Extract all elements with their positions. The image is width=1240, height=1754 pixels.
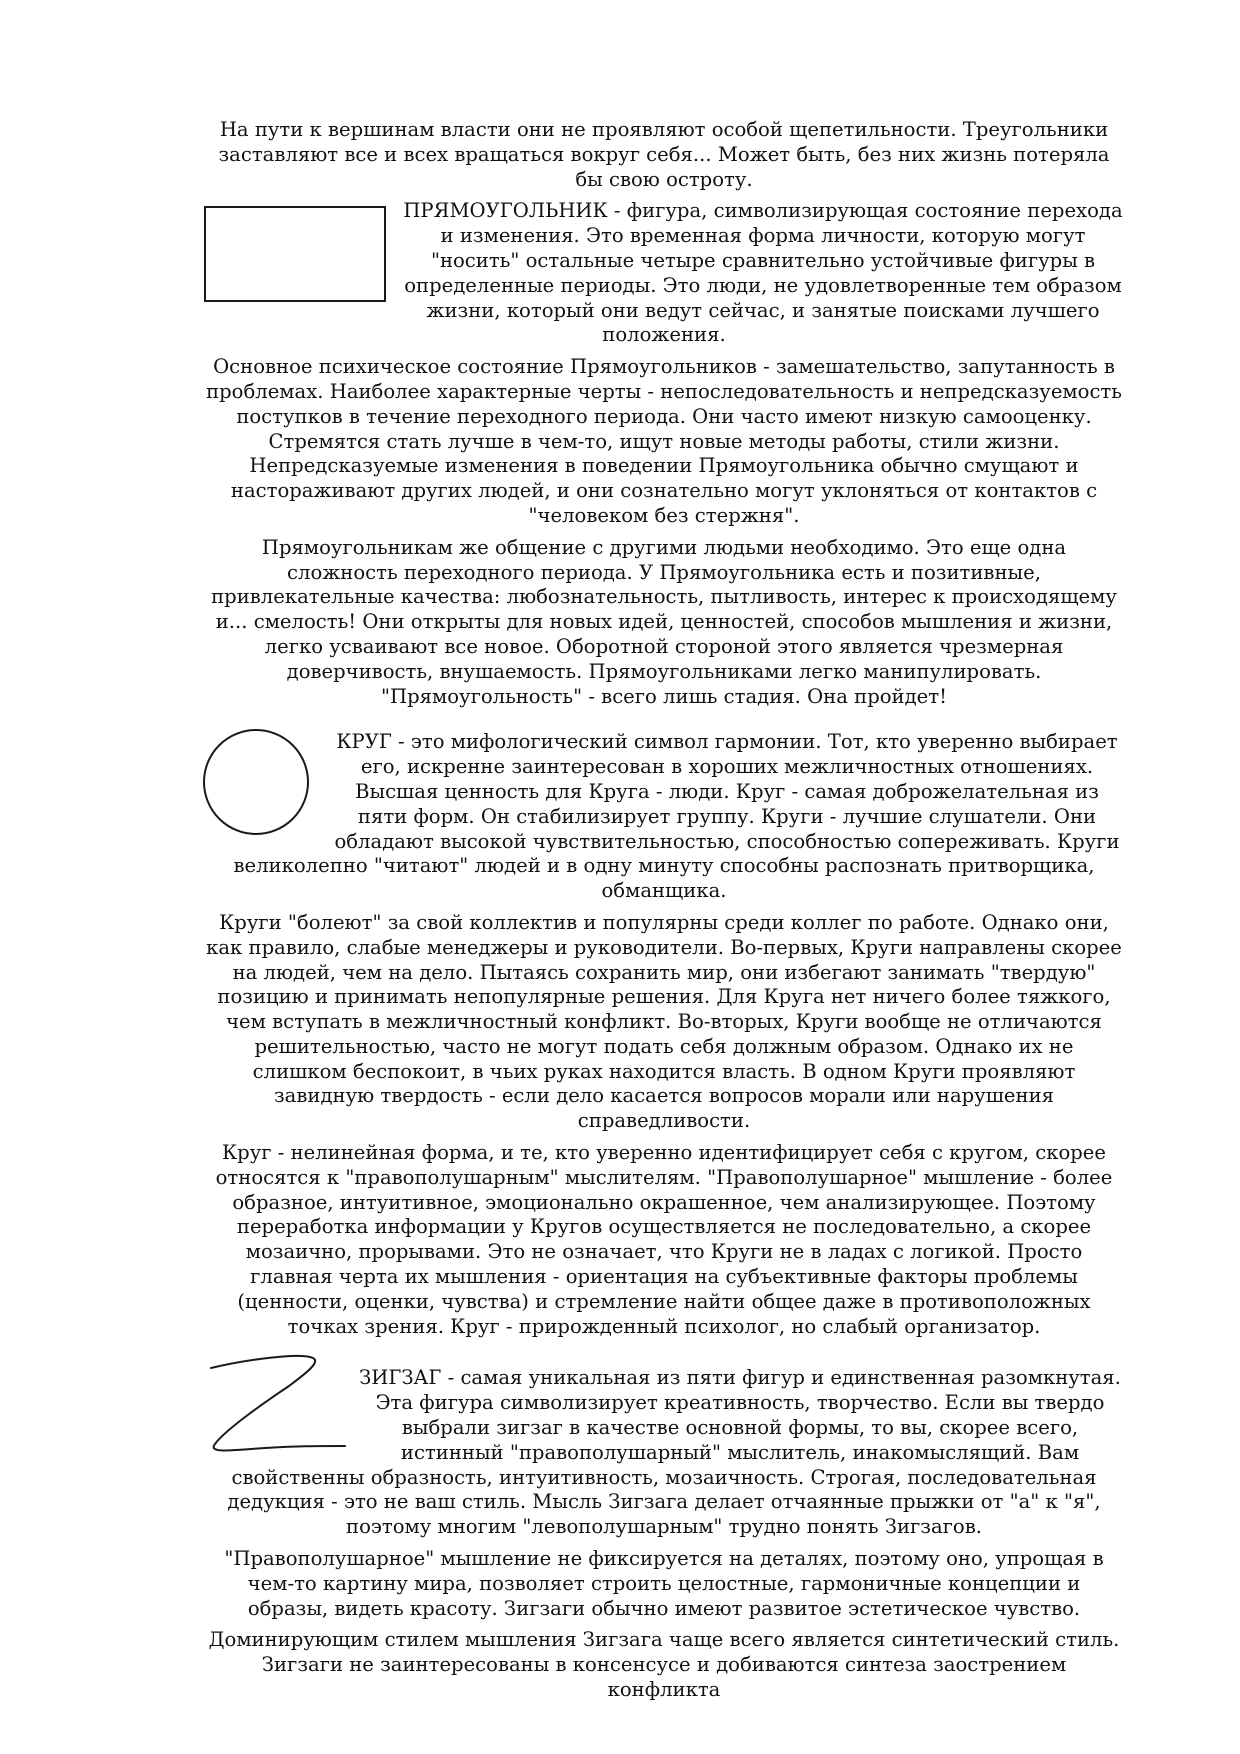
intro-paragraph: На пути к вершинам власти они не проявляют особой щепетильности. Треугольники заставляют все и всех вращаться вокруг себя... Может быть, без них жизнь потеряла бы свою остроту. (218, 118, 1110, 191)
circle-paragraph-3: Круг - нелинейная форма, и те, кто уверенно идентифицирует себя с кругом, скорее относятся к "правополушарным" мыслителям. "Правополушарное" мышление - более образное, интуитивное, эмоционально окрашенное, чем анализирующее. Поэтому переработка информации у Кругов осуществляется не последовательно, а скорее мозаично, прорывами. Это не означает, что Круги не в ладах с логикой. Просто главная черта их мышления - ориентация на субъективные факторы проблемы (ценности, оценки, чувства) и стремление найти общее даже в противоположных точках зрения. Круг - прирожденный психолог, но слабый организатор. (215, 1141, 1113, 1338)
zigzag-figure (205, 1350, 353, 1462)
circle-paragraph-2: Круги "болеют" за свой коллектив и популярны среди коллег по работе. Однако они, как правило, слабые менеджеры и руководители. Во-первых, Круги направлены скорее на людей, чем на дело. Пытаясь сохранить мир, они избегают занимать "твердую" позицию и принимать непопулярные решения. Для Круга нет ничего более тяжкого, чем вступать в межличностный конфликт. Во-вторых, Круги вообще не отличаются решительностью, часто не могут подать себя должным образом. Однако их не слишком беспокоит, в чьих руках находится власть. В одном Круги проявляют завидную твердость - если дело касается вопросов морали или нарушения справедливости. (206, 910, 1122, 1133)
zigzag-paragraph-1: ЗИГЗАГ - самая уникальная из пяти фигур и единственная разомкнутая. Эта фигура символизирует креативность, творчество. Если вы твердо выбрали зигзаг в качестве основной формы, то вы, скорее всего, истинный "правополушарный" мыслитель, инакомыслящий. Вам свойственны образность, интуитивность, мозаичность. Строгая, последовательная дедукция - это не ваш стиль. Мысль Зигзага делает отчаянные прыжки от "а" к "я", поэтому многим "левополушарным" трудно понять Зигзагов. (227, 1366, 1121, 1539)
rectangle-figure (203, 205, 391, 307)
zigzag-paragraph-2: "Правополушарное" мышление не фиксируется на деталях, поэтому оно, упрощая в чем-то картину мира, позволяет строить целостные, гармоничные концепции и образы, видеть красоту. Зигзаги обычно имеют развитое эстетическое чувство. (224, 1547, 1104, 1620)
circle-paragraph-1: КРУГ - это мифологический символ гармонии. Тот, кто уверенно выбирает его, искренне заинтересован в хороших межличностных отношениях. Высшая ценность для Круга - люди. Круг - самая доброжелательная из пяти форм. Он стабилизирует группу. Круги - лучшие слушатели. Они обладают высокой чувствительностью, способностью сопереживать. Круги великолепно "читают" людей и в одну минуту способны распознать притворщика, обманщика. (233, 730, 1120, 903)
rectangle-paragraph-1: ПРЯМОУГОЛЬНИК - фигура, символизирующая состояние перехода и изменения. Это временная форма личности, которую могут "носить" остальные четыре сравнительно устойчивые фигуры в определенные периоды. Это люди, не удовлетворенные тем образом жизни, который они ведут сейчас, и занятые поисками лучшего положения. (403, 199, 1123, 347)
rectangle-paragraph-2: Основное психическое состояние Прямоугольников - замешательство, запутанность в проблемах. Наиболее характерные черты - непоследовательность и непредсказуемость поступков в течение переходного периода. Они часто имеют низкую самооценку. Стремятся стать лучше в чем-то, ищут новые методы работы, стили жизни. Непредсказуемые изменения в поведении Прямоугольника обычно смущают и настораживают других людей, и они сознательно могут уклоняться от контактов с "человеком без стержня". (206, 355, 1122, 527)
text-column (205, 118, 1123, 1710)
zigzag-paragraph-3: Доминирующим стилем мышления Зигзага чаще всего является синтетический стиль. Зигзаги не заинтересованы в консенсусе и добиваются синтеза заострением конфликта (208, 1628, 1120, 1702)
rectangle-paragraph-3: Прямоугольникам же общение с другими людьми необходимо. Это еще одна сложность переходного периода. У Прямоугольника есть и позитивные, привлекательные качества: любознательность, пытливость, интерес к происходящему и... смелость! Они открыты для новых идей, ценностей, способов мышления и жизни, легко усваивают все новое. Оборотной стороной этого является чрезмерная доверчивость, внушаемость. Прямоугольниками легко манипулировать. "Прямоугольность" - всего лишь стадия. Она пройдет! (211, 535, 1117, 708)
circle-figure (201, 724, 319, 838)
